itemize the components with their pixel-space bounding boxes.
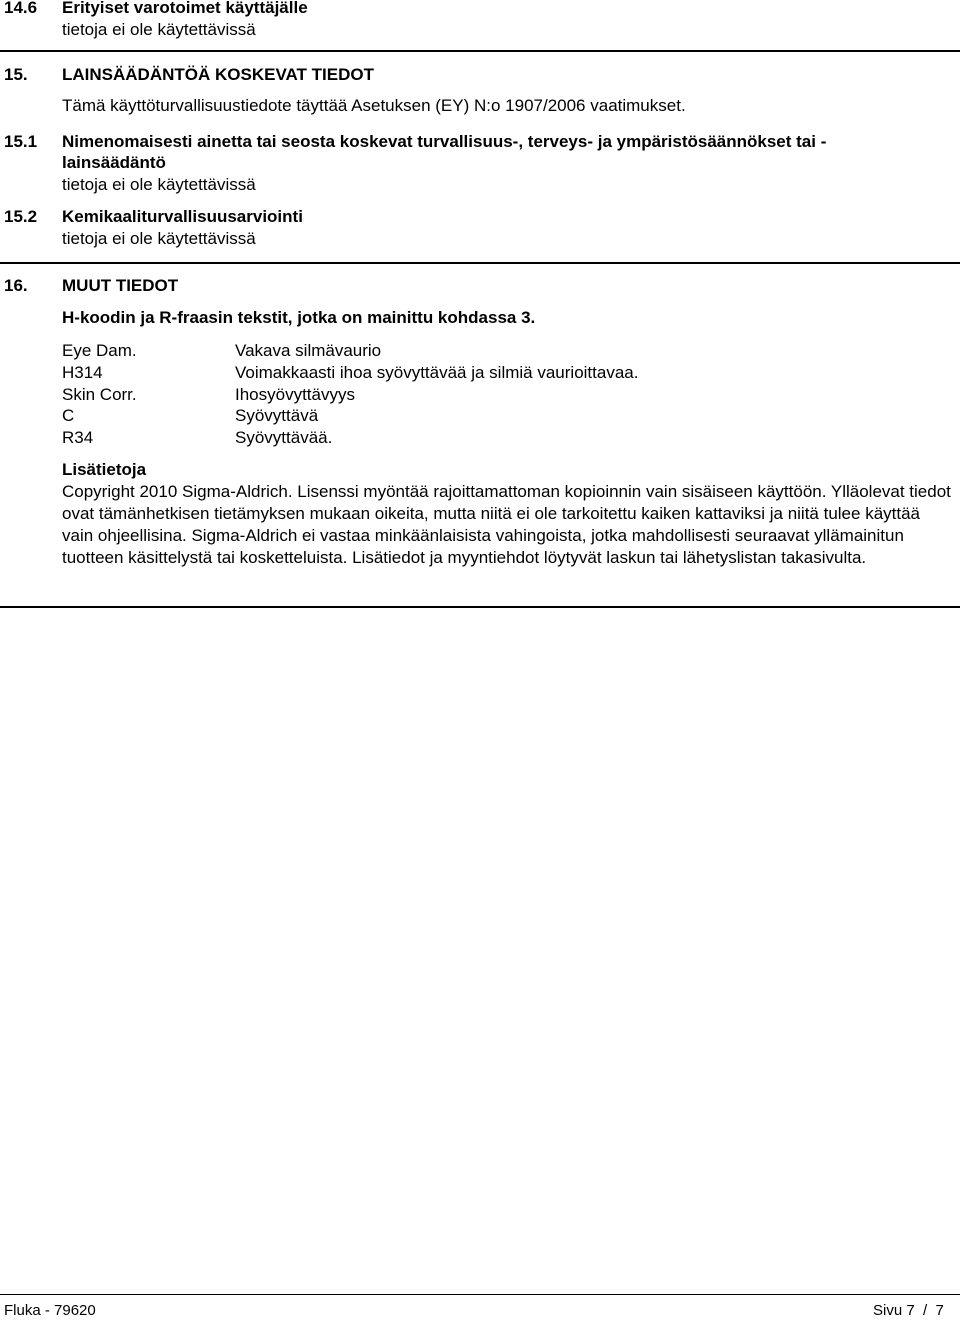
section-15-1-title-line2: lainsäädäntö <box>62 153 166 172</box>
code-description: Vakava silmävaurio <box>235 341 382 360</box>
section-14-6-number: 14.6 <box>4 0 38 17</box>
section-15-number: 15. <box>4 65 28 84</box>
code-description: Syövyttävä <box>235 406 319 425</box>
section-14-6-title: Erityiset varotoimet käyttäjälle <box>62 0 308 17</box>
code-label: H314 <box>62 363 103 382</box>
code-description: Ihosyövyttävyys <box>235 385 355 404</box>
section-15-text: Tämä käyttöturvallisuustiedote täyttää Asetuksen (EY) N:o 1907/2006 vaatimukset. <box>62 96 686 115</box>
code-description: Voimakkaasti ihoa syövyttävää ja silmiä vaurioittavaa. <box>235 363 639 382</box>
section-15-2-title: Kemikaaliturvallisuusarviointi <box>62 207 303 226</box>
section-divider <box>0 262 960 264</box>
section-15-title: LAINSÄÄDÄNTÖÄ KOSKEVAT TIEDOT <box>62 65 374 84</box>
section-16-number: 16. <box>4 276 28 295</box>
footer-divider <box>0 1294 960 1295</box>
additional-info-heading: Lisätietoja <box>62 460 147 479</box>
section-16-title: MUUT TIEDOT <box>62 276 179 295</box>
code-label: R34 <box>62 428 94 447</box>
additional-info-text: Copyright 2010 Sigma-Aldrich. Lisenssi myöntää rajoittamattoman kopioinnin vain sisäiseen käyttöön. Ylläolevat tiedot ovat tämänhetkisen tietämyksen mukaan oikeita, mutta niitä ei ole tarkoitettu kaiken kattaviksi ja niitä tulee käyttää vain ohjeellisina. Sigma-Aldrich ei vastaa minkäänlaisista vahingoista, jotka mahdollisesti seuraavat yllämainitun tuotteen käsittelystä tai kosketteluista. Lisätiedot ja myyntiehdot löytyvät laskun tai lähetyslistan takasivulta. <box>62 482 951 567</box>
section-15-2-text: tietoja ei ole käytettävissä <box>62 229 256 248</box>
section-divider <box>0 50 960 52</box>
section-16-subtitle: H-koodin ja R-fraasin tekstit, jotka on mainittu kohdassa 3. <box>62 308 536 327</box>
section-15-1-number: 15.1 <box>4 132 38 151</box>
footer-product: Fluka - 79620 <box>4 1302 96 1319</box>
section-divider <box>0 606 960 608</box>
code-description: Syövyttävää. <box>235 428 333 447</box>
section-15-1-title-line1: Nimenomaisesti ainetta tai seosta koskevat turvallisuus-, terveys- ja ympäristösäännökset tai - <box>62 132 827 151</box>
section-14-6-text: tietoja ei ole käytettävissä <box>62 20 256 39</box>
code-label: Skin Corr. <box>62 385 137 404</box>
code-label: Eye Dam. <box>62 341 137 360</box>
code-label: C <box>62 406 75 425</box>
section-15-1-text: tietoja ei ole käytettävissä <box>62 175 256 194</box>
footer-page-number: Sivu 7 / 7 <box>873 1302 944 1319</box>
section-15-2-number: 15.2 <box>4 207 38 226</box>
